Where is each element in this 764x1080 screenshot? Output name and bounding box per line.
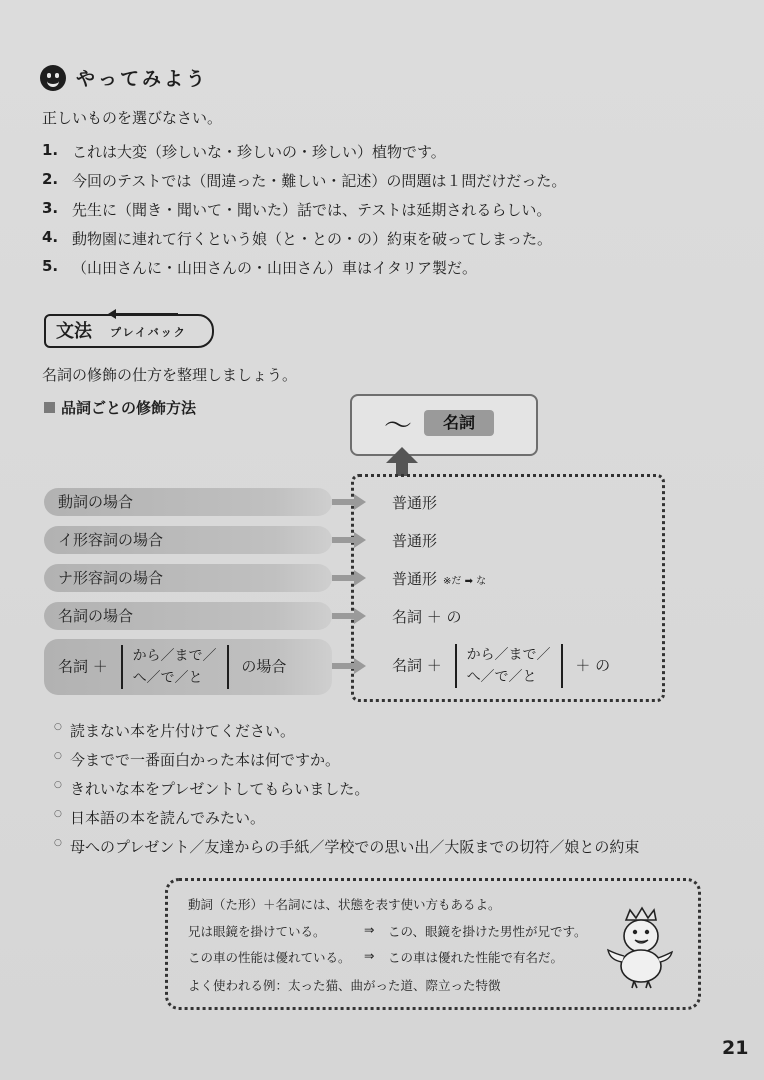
note-common-examples: よく使われる例：太った猫、曲がった道、際立った特徴	[188, 978, 501, 993]
tilde-mark: 〜	[384, 409, 413, 442]
particle-bracket: から／まで／ へ／で／と	[455, 644, 563, 688]
note-arrow: ⇒	[364, 948, 375, 963]
exercise-item: 5. （山田さんに・山田さんの・山田さん）車はイタリア製だ。	[42, 257, 478, 277]
page-number: 21	[722, 1037, 749, 1059]
section-header	[40, 64, 208, 91]
up-arrow-icon	[386, 447, 418, 463]
note-example-b: この車は優れた性能で有名だ。	[388, 950, 564, 965]
section-title: やってみよう	[76, 68, 209, 90]
bunpo-label: 文法	[56, 321, 92, 342]
form-result: 普通形	[392, 494, 438, 512]
exercise-item: 1. これは大変（珍しいな・珍しいの・珍しい）植物です。	[42, 141, 446, 161]
example-sentence: ○ 母へのプレゼント／友達からの手紙／学校での思い出／大阪までの切符／娘との約束	[54, 836, 639, 857]
noun-label: 名詞	[424, 410, 494, 436]
example-sentence: ○ 日本語の本を読んでみたい。	[54, 807, 265, 828]
pos-row-verb: 動詞の場合	[44, 488, 332, 516]
square-bullet-icon	[44, 402, 55, 413]
note-example-a: この車の性能は優れている。	[188, 950, 351, 965]
note-example-a: 兄は眼鏡を掛けている。	[188, 924, 326, 939]
exercise-item: 2. 今回のテストでは（間違った・難しい・記述）の問題は１問だけだった。	[42, 170, 567, 190]
pos-row-i-adjective: イ形容詞の場合	[44, 526, 332, 554]
na-note: ※だ ➡ な	[443, 576, 487, 587]
note-intro: 動詞（た形）＋名詞には、状態を表す使い方もあるよ。	[188, 897, 501, 912]
form-result: 名詞 ＋ の	[392, 608, 462, 626]
instruction: 正しいものを選びなさい。	[42, 109, 223, 127]
form-result-particle: 名詞 ＋ から／まで／ へ／で／と ＋ の	[392, 644, 610, 688]
pos-row-noun-particle: 名詞 ＋ から／まで／ へ／で／と の場合	[44, 639, 332, 695]
smiley-icon	[40, 65, 66, 91]
bird-mascot-icon	[604, 906, 676, 990]
example-sentence: ○ きれいな本をプレゼントしてもらいました。	[54, 778, 369, 799]
exercise-item: 4. 動物園に連れて行くという娘（と・との・の）約束を破ってしまった。	[42, 228, 553, 248]
bunpo-sublabel: プレイバック	[110, 326, 187, 339]
exercise-item: 3. 先生に（聞き・聞いて・聞いた）話では、テストは延期されるらしい。	[42, 199, 552, 219]
form-result: 普通形 ※だ ➡ な	[392, 570, 487, 588]
example-sentence: ○ 読まない本を片付けてください。	[54, 720, 295, 741]
section-heading: 品詞ごとの修飾方法	[44, 397, 196, 418]
form-result: 普通形	[392, 532, 438, 550]
example-sentence: ○ 今までで一番面白かった本は何ですか。	[54, 749, 340, 770]
note-arrow: ⇒	[364, 922, 375, 937]
pos-row-noun: 名詞の場合	[44, 602, 332, 630]
grammar-subtitle: 名詞の修飾の仕方を整理しましょう。	[42, 366, 298, 384]
particle-bracket: から／まで／ へ／で／と	[121, 645, 229, 689]
pos-row-na-adjective: ナ形容詞の場合	[44, 564, 332, 592]
note-example-b: この、眼鏡を掛けた男性が兄です。	[388, 924, 587, 939]
